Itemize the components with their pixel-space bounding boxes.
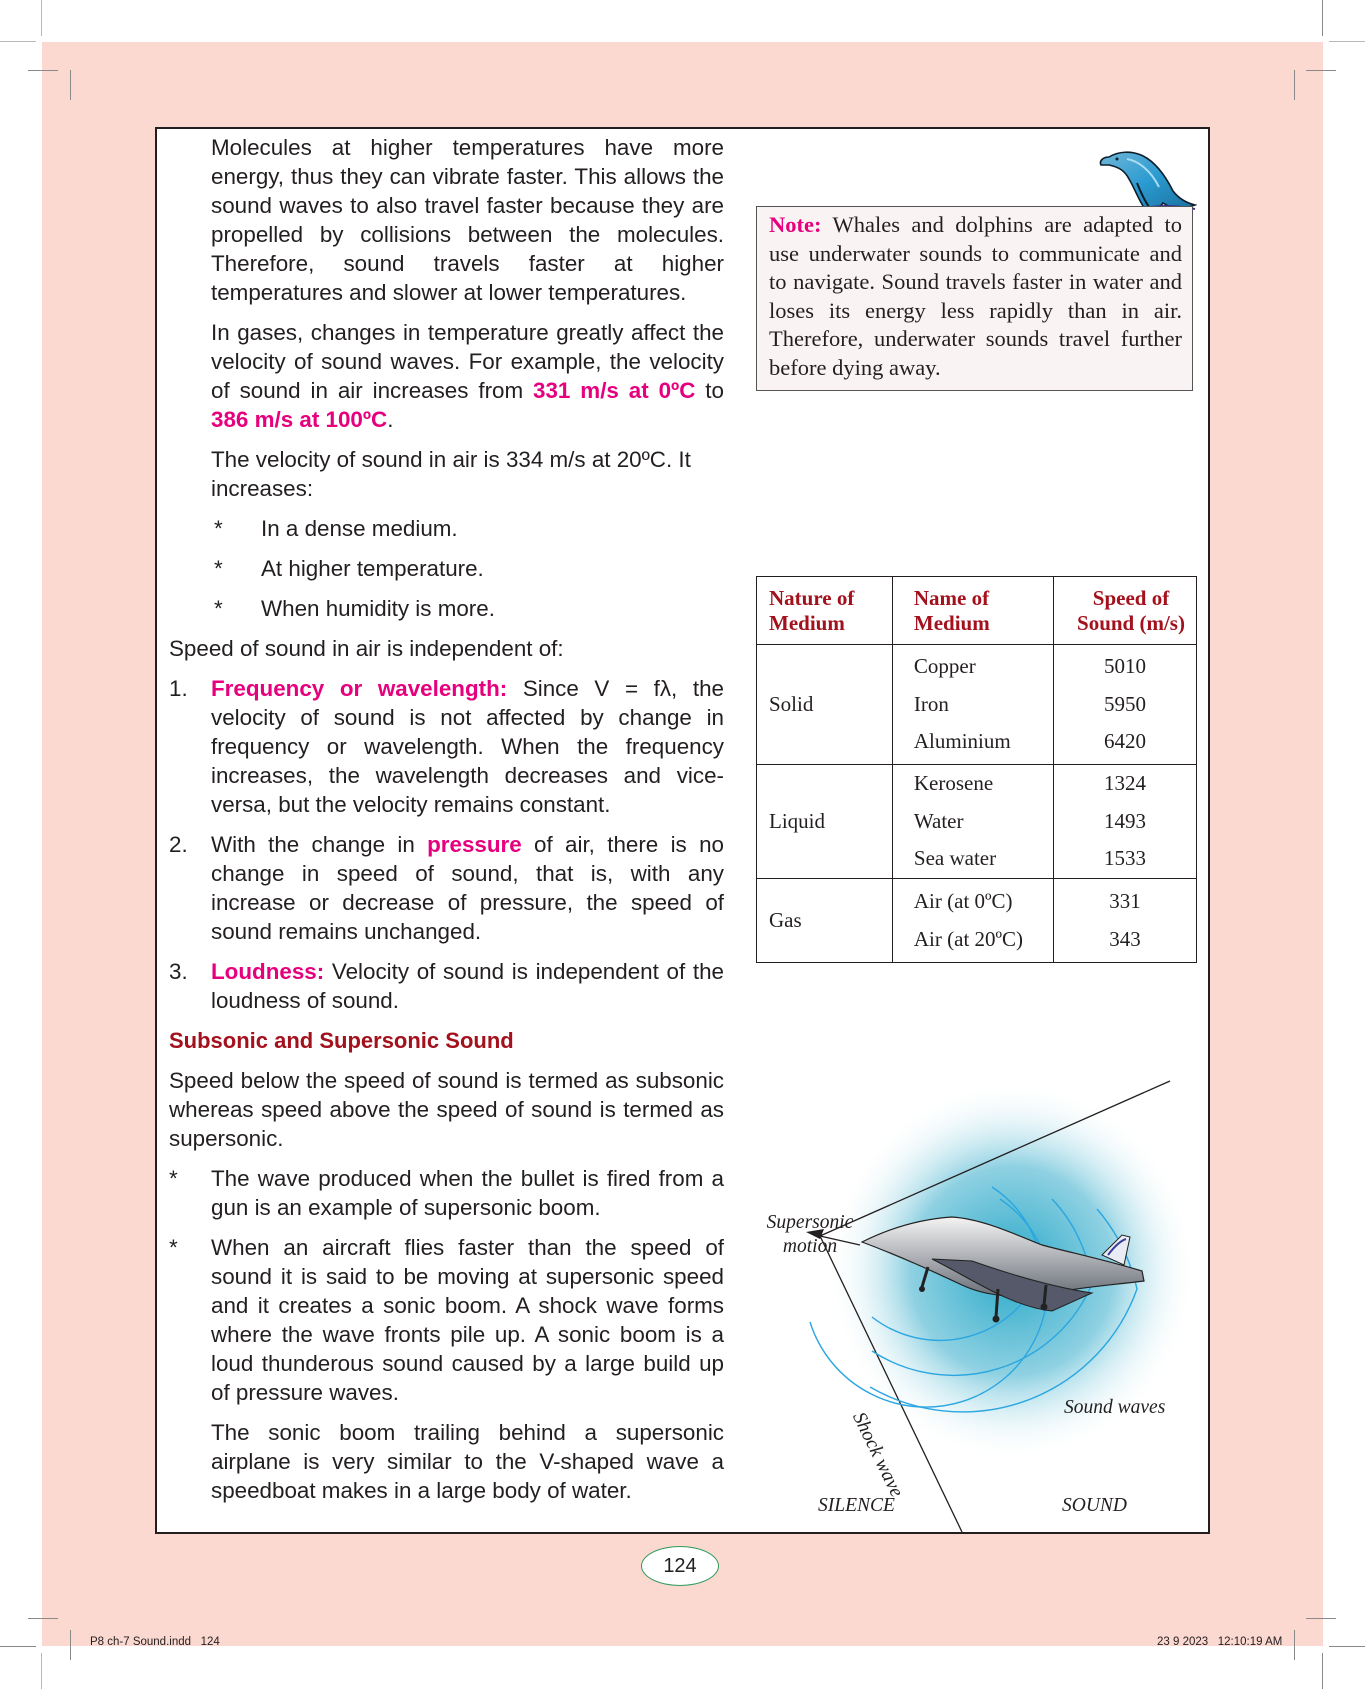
paragraph-velocity-334: The velocity of sound in air is 334 m/s at 20ºC. It increases: <box>211 447 691 501</box>
paragraph-independent: Speed of sound in air is independent of: <box>169 636 564 661</box>
header-text: Speed of Sound (m/s) <box>1077 585 1185 635</box>
note-text: Whales and dolphins are adapted to use underwater sounds to communicate and to navigate. Sound travels faster in water and loses its energy less rapidly than in air. Therefore, underwater sounds travel further before dying away. <box>769 212 1182 380</box>
speed-value: 331 <box>1109 889 1141 913</box>
list-text: In a dense medium. <box>261 516 458 541</box>
label-shock-wave: Shock wave <box>848 1409 908 1501</box>
list-item <box>169 1233 724 1407</box>
speed-of-sound-table <box>756 576 1197 963</box>
supersonic-illustration <box>752 1049 1208 1532</box>
paragraph-gases <box>169 318 724 434</box>
medium-name: Air (at 0ºC) <box>913 889 1013 913</box>
table-row <box>757 645 1197 765</box>
label-silence: SILENCE <box>818 1495 895 1516</box>
header-text: Name of Medium <box>913 585 990 635</box>
crop-mark <box>1294 70 1295 100</box>
medium-name: Kerosene <box>913 771 994 796</box>
text: to <box>695 378 724 403</box>
crop-mark <box>70 1630 71 1660</box>
table-row <box>757 879 1197 963</box>
medium-name: Air (at 20ºC) <box>913 926 1024 951</box>
label-sound-waves: Sound waves <box>1064 1397 1166 1418</box>
table-row <box>757 765 1197 879</box>
list-text: At higher temperature. <box>261 556 484 581</box>
medium-name: Aluminium <box>913 729 1011 754</box>
label-line: motion <box>782 1236 838 1257</box>
label-supersonic <box>755 1211 865 1259</box>
crop-mark <box>70 70 71 100</box>
name-cell <box>892 879 1053 963</box>
speed-cell <box>1054 879 1197 963</box>
list-item <box>169 1164 724 1222</box>
numbered-item-3 <box>169 957 724 1015</box>
crop-mark <box>41 1653 42 1689</box>
medium-name: Iron <box>913 691 949 716</box>
crop-mark <box>1306 70 1336 71</box>
text: In gases, changes in temperature greatly affect the velocity of sound waves. For example, the velocity of sound in air increases from <box>211 320 724 403</box>
item-number: 3. <box>169 959 188 984</box>
item-number: 2. <box>169 832 188 857</box>
medium-name: Copper <box>913 654 976 679</box>
speed-value: 5950 <box>1104 691 1146 716</box>
name-cell <box>892 765 1053 879</box>
dolphin-icon <box>1079 143 1197 213</box>
item-number: 1. <box>169 676 188 701</box>
crop-mark <box>0 1646 36 1647</box>
crop-mark <box>1329 41 1365 42</box>
header-nature <box>757 577 893 645</box>
nature-cell: Gas <box>757 879 893 963</box>
content-frame <box>155 127 1210 1534</box>
speed-value: 6420 <box>1104 729 1146 754</box>
item-text: of air, there is no change in speed of sound, that is, with any increase or decrease of pressure, the speed of sound remains unchanged. <box>211 832 724 944</box>
note-box <box>756 206 1193 391</box>
section-heading: Subsonic and Supersonic Sound <box>169 1028 514 1053</box>
highlight-term: pressure <box>427 832 522 857</box>
paragraph-temperature: Molecules at higher temperatures have more energy, thus they can vibrate faster. This allows the sound waves to also travel faster because they are propelled by collisions between the molecules. Therefore, sound travels faster at higher temperatures and slower at lower temperatures. <box>211 135 724 305</box>
crop-mark <box>28 1618 58 1619</box>
paragraph-speedboat: The sonic boom trailing behind a supersonic airplane is very similar to the V-shaped wave a speedboat makes in a large body of water. <box>211 1420 724 1503</box>
speed-value: 1533 <box>1104 846 1146 871</box>
header-speed <box>1054 577 1197 645</box>
item-text: Velocity of sound is independent of the loudness of sound. <box>211 959 724 1013</box>
crop-mark <box>1322 0 1323 36</box>
crop-mark <box>28 70 58 71</box>
nature-cell: Solid <box>757 645 893 765</box>
nature-cell: Liquid <box>757 765 893 879</box>
bullet-marker: * <box>169 1235 178 1260</box>
highlight-331: 331 m/s at 0ºC <box>533 378 696 403</box>
slug-left: P8 ch-7 Sound.indd 124 <box>90 1636 220 1648</box>
speed-value: 5010 <box>1104 654 1146 679</box>
speed-cell <box>1054 645 1197 765</box>
list-text: When an aircraft flies faster than the speed of sound it is said to be moving at supersonic speed and it creates a sonic boom. A shock wave forms where the wave fronts pile up. A sonic boom is a loud thunderous sound caused by a large build up of pressure waves. <box>211 1235 724 1405</box>
highlight-386: 386 m/s at 100ºC <box>211 407 388 432</box>
name-cell <box>892 645 1053 765</box>
speed-value: 343 <box>1109 926 1141 951</box>
speed-value: 1493 <box>1104 808 1146 833</box>
highlight-term: Frequency or wavelength: <box>211 676 508 701</box>
list-text: The wave produced when the bullet is fired from a gun is an example of supersonic boom. <box>211 1166 724 1220</box>
crop-mark <box>41 0 42 36</box>
text: . <box>387 407 394 432</box>
bullet-marker: * <box>214 516 223 541</box>
list-item <box>169 554 724 583</box>
crop-mark <box>0 41 36 42</box>
numbered-item-2 <box>169 830 724 946</box>
item-text: With the change in <box>211 832 428 857</box>
medium-name: Sea water <box>913 846 997 871</box>
bullet-marker: * <box>214 556 223 581</box>
header-text: Nature of Medium <box>769 585 855 635</box>
header-name <box>892 577 1053 645</box>
crop-mark <box>1306 1618 1336 1619</box>
bullet-marker: * <box>169 1166 178 1191</box>
left-column <box>169 133 724 1516</box>
note-label: Note: <box>769 212 822 237</box>
speed-value: 1324 <box>1104 771 1146 796</box>
slug-right: 23 9 2023 12:10:19 AM <box>1157 1636 1283 1648</box>
list-item <box>169 594 724 623</box>
label-line: Supersonic <box>766 1212 854 1233</box>
supersonic-diagram <box>752 1049 1208 1532</box>
crop-mark <box>1329 1646 1365 1647</box>
medium-name: Water <box>913 808 964 833</box>
crop-mark <box>1322 1653 1323 1689</box>
table-header-row <box>757 577 1197 645</box>
list-text: When humidity is more. <box>261 596 495 621</box>
page-number: 124 <box>641 1546 719 1586</box>
bullet-marker: * <box>214 596 223 621</box>
speed-cell <box>1054 765 1197 879</box>
highlight-term: Loudness: <box>211 959 325 984</box>
item-text: Since V = fλ, the velocity of sound is not affected by change in frequency or wavelength. When the frequency increases, the wavelength decreases and vice-versa, but the velocity remains constant. <box>211 676 724 817</box>
paragraph-subsonic: Speed below the speed of sound is termed as subsonic whereas speed above the speed of sound is termed as supersonic. <box>169 1068 724 1151</box>
label-sound: SOUND <box>1062 1495 1128 1516</box>
numbered-item-1 <box>169 674 724 819</box>
crop-mark <box>1294 1630 1295 1660</box>
list-item <box>169 514 724 543</box>
